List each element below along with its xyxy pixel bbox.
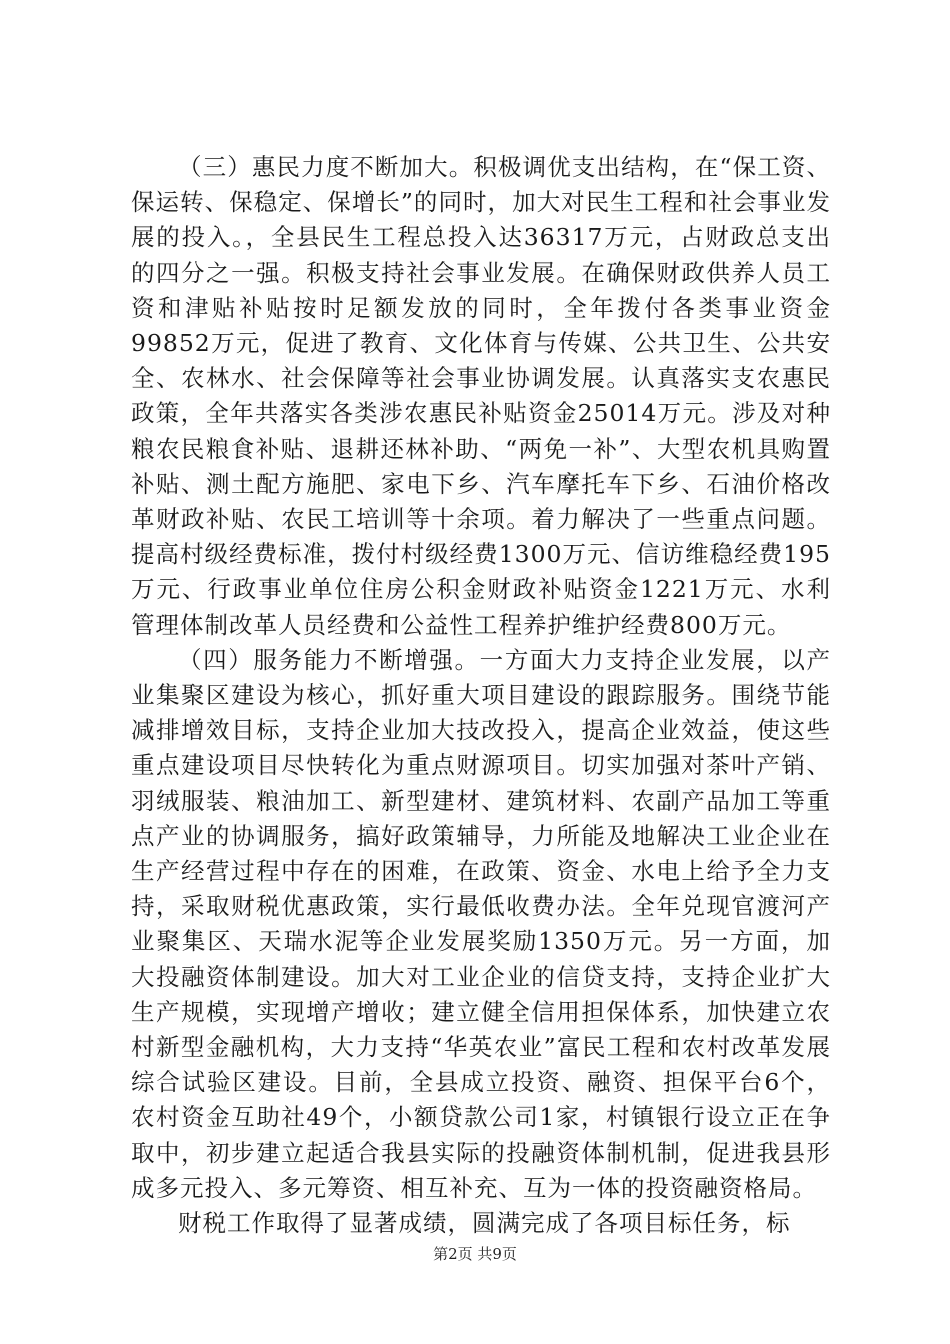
paragraph-summary: 财税工作取得了显著成绩，圆满完成了各项目标任务，标 xyxy=(178,1209,791,1238)
page-footer: 第2页 共9页 xyxy=(433,1245,517,1263)
paragraph-section-four: （四）服务能力不断增强。一方面大力支持企业发展，以产业集聚区建设为核心，抓好重大项目建设的跟踪服务。围绕节能减排增效目标，支持企业加大技改投入，提高企业效益，使这些重点建设项目尽快转化为重点财源项目。切实加强对茶叶产销、羽绒服装、粮油加工、新型建材、建筑材料、农副产品加工等重点产业的协调服务，搞好政策辅导，力所能及地解决工业企业在生产经营过程中存在的困难，在政策、资金、水电上给予全力支持，采取财税优惠政策，实行最低收费办法。全年兑现官渡河产业聚集区、天瑞水泥等企业发展奖励1350万元。另一方面，加大投融资体制建设。加大对工业企业的信贷支持，支持企业扩大生产规模，实现增产增收；建立健全信用担保体系，加快建立农村新型金融机构，大力支持“华英农业”富民工程和农村改革发展综合试验区建设。目前，全县成立投资、融资、担保平台6个，农村资金互助社49个，小额贷款公司1家，村镇银行设立正在争取中，初步建立起适合我县实际的投融资体制机制，促进我县形成多元投入、多元筹资、相互补充、互为一体的投资融资格局。 xyxy=(131,645,831,1202)
document-body xyxy=(131,150,831,1241)
paragraph-section-three: （三）惠民力度不断加大。积极调优支出结构，在“保工资、保运转、保稳定、保增长”的同时，加大对民生工程和社会事业发展的投入。，全县民生工程总投入达36317万元，占财政总支出的四分之一强。积极支持社会事业发展。在确保财政供养人员工资和津贴补贴按时足额发放的同时，全年拨付各类事业资金99852万元，促进了教育、文化体育与传媒、公共卫生、公共安全、农林水、社会保障等社会事业协调发展。认真落实支农惠民政策，全年共落实各类涉农惠民补贴资金25014万元。涉及对种粮农民粮食补贴、退耕还林补助、“两免一补”、大型农机具购置补贴、测土配方施肥、家电下乡、汽车摩托车下乡、石油价格改革财政补贴、农民工培训等十余项。着力解决了一些重点问题。提高村级经费标准，拨付村级经费1300万元、信访维稳经费195万元、行政事业单位住房公积金财政补贴资金1221万元、水利管理体制改革人员经费和公益性工程养护维护经费800万元。 xyxy=(131,153,831,639)
